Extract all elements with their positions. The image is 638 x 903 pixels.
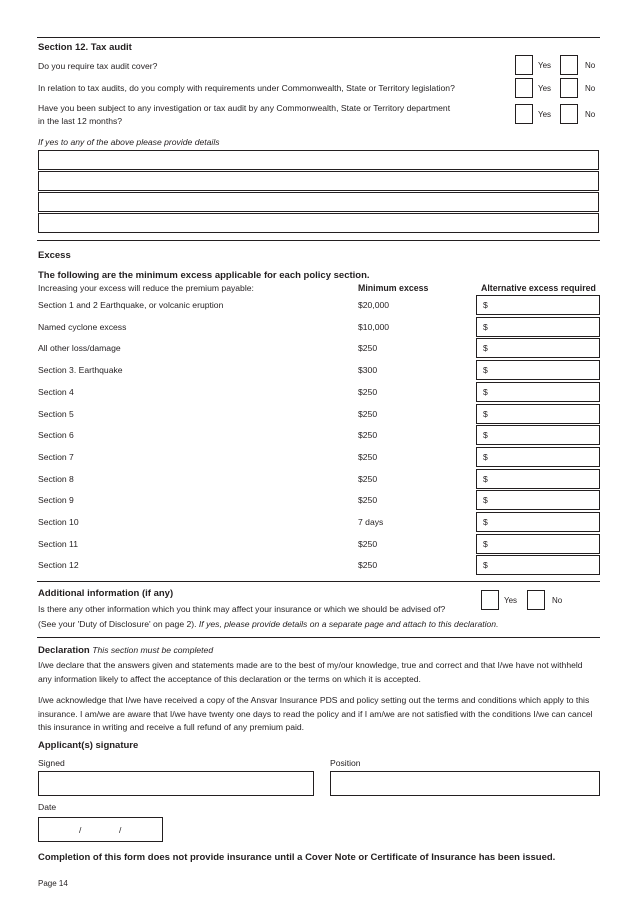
declaration-para-2-line-2: insurance. I am/we are aware that I/we have twenty one days to read the policy and if I am/we are not satisfied with the conditions I/we can cancel [38, 708, 593, 719]
excess-row-label: Section 1 and 2 Earthquake, or volcanic eruption [38, 300, 224, 310]
declaration-heading: Declaration [38, 645, 90, 656]
tax-q2-yes-label: Yes [538, 84, 552, 93]
alternative-excess-field[interactable] [476, 534, 600, 554]
tax-audit-heading: Section 12. Tax audit [38, 42, 132, 53]
tax-q3-yes-checkbox[interactable] [515, 104, 533, 124]
excess-heading: Excess [38, 250, 71, 261]
declaration-para-1-line-2: any information likely to affect the acceptance of this declaration or the terms on which it is accepted. [38, 673, 421, 684]
excess-subheading: The following are the minimum excess applicable for each policy section. [38, 270, 370, 281]
position-label: Position [330, 758, 361, 768]
currency-symbol: $ [483, 560, 488, 571]
alternative-excess-field[interactable] [476, 360, 600, 380]
tax-q2: In relation to tax audits, do you comply with requirements under Commonwealth, State or Territory legislation? [38, 83, 455, 93]
signed-label: Signed [38, 758, 65, 768]
excess-row [37, 447, 600, 467]
excess-rule [37, 240, 600, 241]
excess-row-label: Section 5 [38, 408, 74, 419]
declaration-para-2 [38, 694, 603, 735]
date-separator-1: / [79, 825, 82, 835]
excess-row-label: Section 11 [38, 538, 78, 549]
tax-q2-no-label: No [585, 84, 596, 93]
currency-symbol: $ [483, 538, 488, 549]
declaration-para-2-line-3: this insurance in writing and receive a full refund of any premium paid. [38, 722, 305, 732]
excess-row-minimum: $250 [358, 430, 378, 441]
alternative-excess-field[interactable] [476, 295, 600, 315]
excess-row [37, 490, 600, 510]
excess-row [37, 534, 600, 554]
alternative-excess-field[interactable] [476, 404, 600, 424]
tax-q3-line2: in the last 12 months? [38, 116, 123, 126]
excess-row-minimum: $250 [358, 538, 378, 549]
signed-field[interactable] [38, 771, 314, 796]
excess-row-label: Section 10 [38, 517, 79, 527]
details-prompt: If yes to any of the above please provide details [38, 137, 220, 147]
details-line-2[interactable] [38, 171, 599, 191]
alternative-excess-field[interactable] [476, 382, 600, 402]
excess-row-minimum: $250 [358, 386, 378, 397]
excess-row-minimum: $250 [358, 495, 378, 506]
tax-q1-no-label: No [585, 61, 596, 70]
alternative-excess-field[interactable] [476, 317, 600, 337]
excess-row-label: Named cyclone excess [38, 321, 127, 332]
declaration-rule [37, 637, 600, 638]
tax-q1-yes-checkbox[interactable] [515, 55, 533, 75]
additional-heading: Additional information (if any) [38, 588, 174, 599]
tax-q1-no-checkbox[interactable] [560, 55, 578, 75]
excess-row [37, 360, 600, 380]
excess-row-label: Section 8 [38, 473, 74, 484]
declaration-heading-line [38, 645, 213, 656]
additional-rule [37, 581, 600, 582]
currency-symbol: $ [483, 473, 488, 484]
details-line-4[interactable] [38, 213, 599, 233]
additional-no-label: No [552, 596, 563, 605]
currency-symbol: $ [483, 430, 488, 441]
excess-row [37, 469, 600, 489]
completion-notice: Completion of this form does not provide insurance until a Cover Note or Certificate of Insurance has been issued. [38, 852, 556, 863]
details-line-1[interactable] [38, 150, 599, 170]
top-rule [37, 37, 600, 38]
additional-no-checkbox[interactable] [527, 590, 545, 610]
excess-row [37, 555, 600, 575]
alternative-excess-field[interactable] [476, 490, 600, 510]
excess-row-label: All other loss/damage [38, 343, 121, 354]
excess-row-minimum: $20,000 [358, 300, 390, 310]
alternative-excess-field[interactable] [476, 447, 600, 467]
excess-row-minimum: $250 [358, 408, 378, 419]
excess-row [37, 295, 600, 315]
alternative-excess-field[interactable] [476, 338, 600, 358]
excess-row [37, 317, 600, 337]
tax-q3-no-label: No [585, 110, 596, 119]
excess-row [37, 382, 600, 402]
excess-row-label: Section 12 [38, 560, 79, 571]
additional-note-plain: (See your 'Duty of Disclosure' on page 2). [38, 619, 197, 629]
tax-q3-line1: Have you been subject to any investigation or tax audit by any Commonwealth, State or Territory department [38, 103, 451, 113]
additional-yes-checkbox[interactable] [481, 590, 499, 610]
col-alt-header: Alternative excess required [481, 283, 596, 293]
excess-row-minimum: $10,000 [358, 321, 390, 332]
date-label: Date [38, 802, 57, 812]
excess-row [37, 512, 600, 532]
excess-row-minimum: $250 [358, 451, 378, 462]
currency-symbol: $ [483, 321, 488, 332]
signature-heading: Applicant(s) signature [38, 740, 139, 751]
page-number: Page 14 [38, 879, 68, 888]
excess-row-minimum: $300 [358, 365, 378, 376]
declaration-heading-note: This section must be completed [92, 645, 214, 655]
excess-row-label: Section 6 [38, 430, 74, 441]
alternative-excess-field[interactable] [476, 425, 600, 445]
excess-row-minimum: $250 [358, 473, 378, 484]
tax-q2-no-checkbox[interactable] [560, 78, 578, 98]
excess-row [37, 338, 600, 358]
details-line-3[interactable] [38, 192, 599, 212]
alternative-excess-field[interactable] [476, 469, 600, 489]
excess-row [37, 404, 600, 424]
tax-q1: Do you require tax audit cover? [38, 61, 158, 71]
tax-q2-yes-checkbox[interactable] [515, 78, 533, 98]
currency-symbol: $ [483, 495, 488, 506]
excess-row-label: Section 7 [38, 451, 74, 462]
currency-symbol: $ [483, 343, 488, 354]
alternative-excess-field[interactable] [476, 555, 600, 575]
additional-question: Is there any other information which you think may affect your insurance or which we should be advised of? [38, 604, 446, 614]
declaration-para-2-line-1: I/we acknowledge that I/we have received a copy of the Ansvar Insurance PDS and policy setting out the terms and conditions which apply to this [38, 695, 590, 705]
currency-symbol: $ [483, 517, 488, 527]
currency-symbol: $ [483, 451, 488, 462]
col-min-header: Minimum excess [358, 283, 429, 293]
additional-note-italic: If yes, please provide details on a separate page and attach to this declaration. [198, 619, 499, 629]
tax-q3-yes-label: Yes [538, 110, 552, 119]
additional-yes-label: Yes [504, 596, 518, 605]
date-separator-2: / [119, 825, 122, 835]
tax-q3-no-checkbox[interactable] [560, 104, 578, 124]
excess-row-label: Section 4 [38, 386, 74, 397]
date-field[interactable] [38, 817, 163, 842]
additional-note [38, 619, 498, 629]
position-field[interactable] [330, 771, 600, 796]
tax-q1-yes-label: Yes [538, 61, 552, 70]
excess-note: Increasing your excess will reduce the premium payable: [38, 283, 254, 293]
excess-row-label: Section 3. Earthquake [38, 365, 123, 376]
currency-symbol: $ [483, 300, 488, 310]
excess-row-minimum: $250 [358, 343, 378, 354]
excess-row-minimum: $250 [358, 560, 378, 571]
excess-row-label: Section 9 [38, 495, 74, 506]
excess-row [37, 425, 600, 445]
excess-row-minimum: 7 days [358, 517, 384, 527]
declaration-para-1-line-1: I/we declare that the answers given and statements made are to the best of my/our knowledge, true and correct and that I/we have not withheld [38, 660, 583, 670]
currency-symbol: $ [483, 408, 488, 419]
alternative-excess-field[interactable] [476, 512, 600, 532]
currency-symbol: $ [483, 386, 488, 397]
declaration-para-1 [38, 659, 603, 686]
currency-symbol: $ [483, 365, 488, 376]
